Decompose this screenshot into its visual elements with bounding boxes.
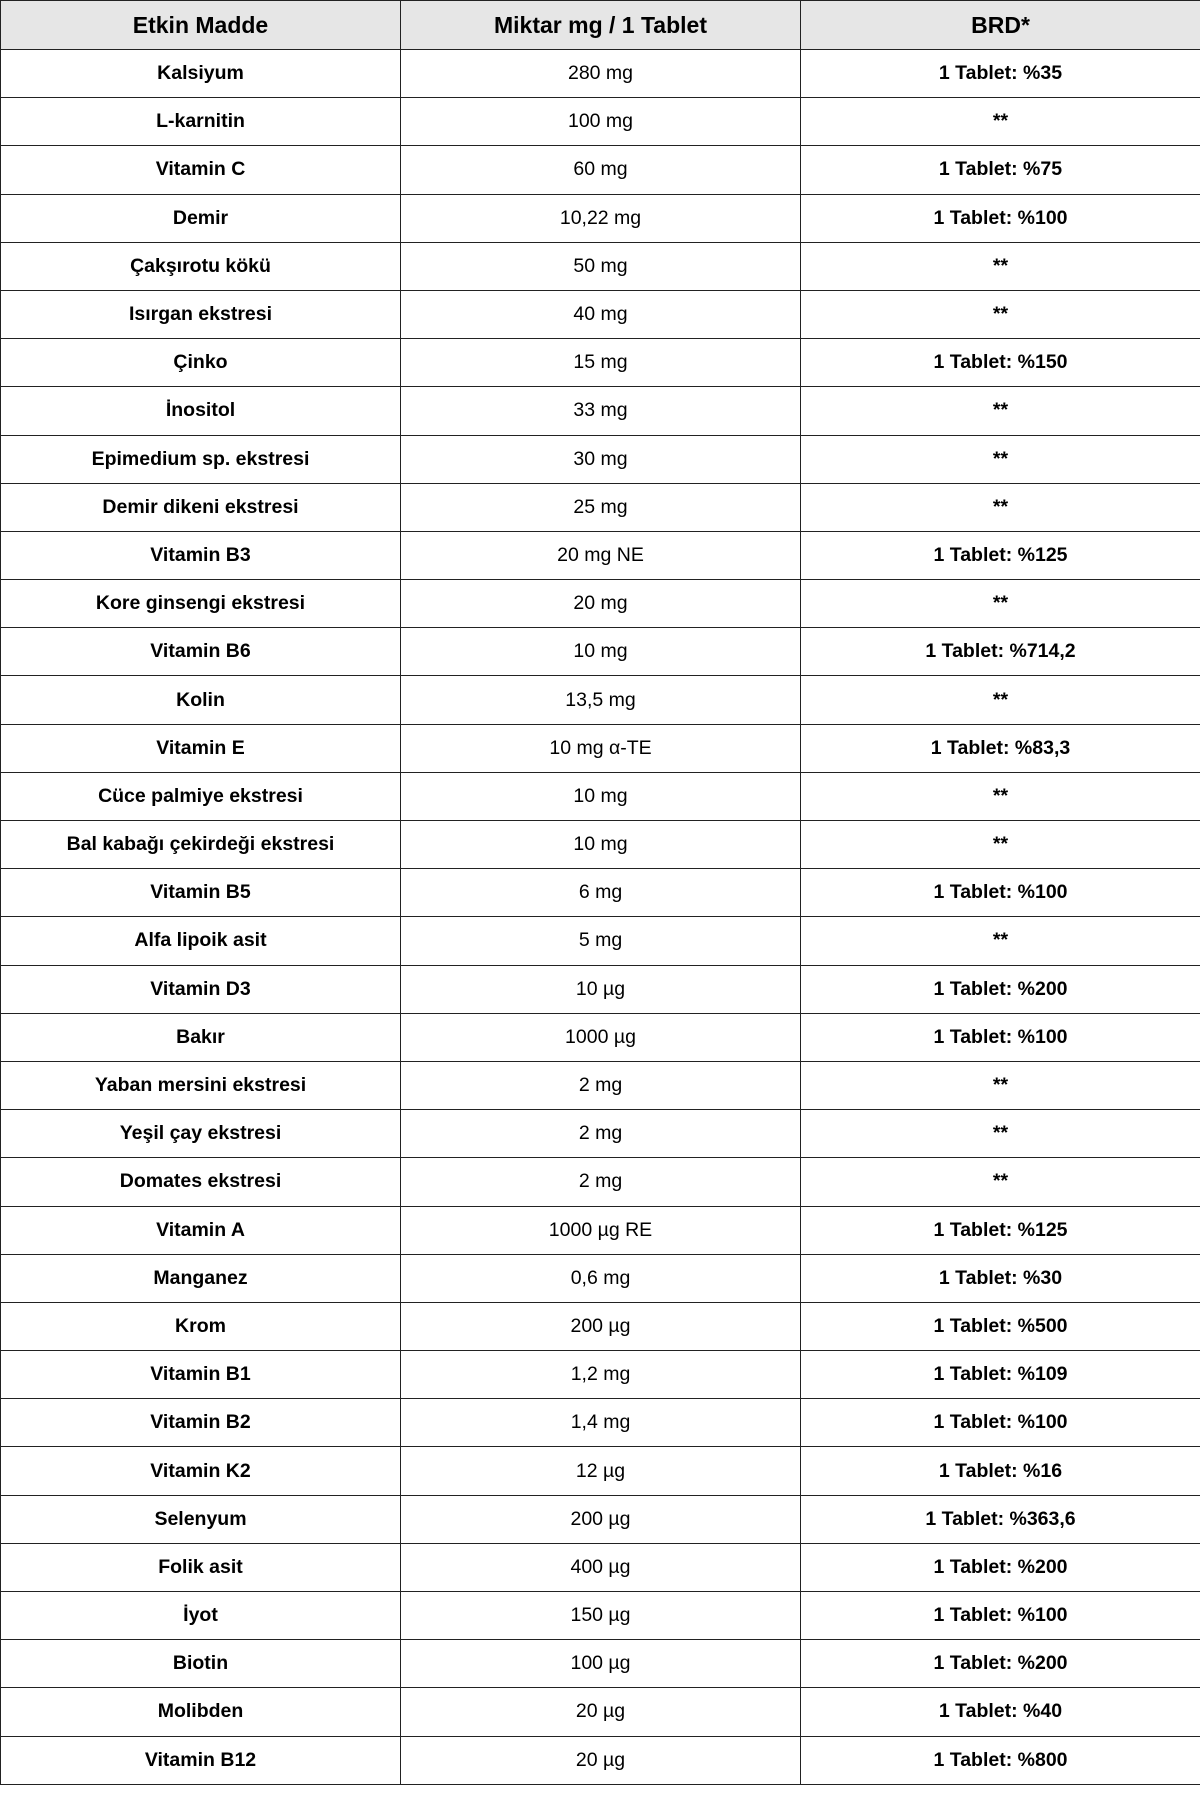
table-row	[1, 483, 1200, 531]
table-row	[1, 1447, 1200, 1495]
table-row	[1, 821, 1200, 869]
rda-cell: 1 Tablet: %200	[801, 965, 1200, 1013]
rda-cell: 1 Tablet: %150	[801, 339, 1200, 387]
ingredient-name-cell: Demir dikeni ekstresi	[1, 483, 401, 531]
rda-cell: 1 Tablet: %83,3	[801, 724, 1200, 772]
table-row	[1, 1206, 1200, 1254]
table-row	[1, 1302, 1200, 1350]
rda-cell: **	[801, 98, 1200, 146]
rda-cell: 1 Tablet: %100	[801, 869, 1200, 917]
ingredient-name-cell: Vitamin K2	[1, 1447, 401, 1495]
amount-cell: 1000 µg RE	[401, 1206, 801, 1254]
table-row	[1, 194, 1200, 242]
rda-cell: 1 Tablet: %800	[801, 1736, 1200, 1784]
ingredient-name-cell: Vitamin B5	[1, 869, 401, 917]
amount-cell: 5 mg	[401, 917, 801, 965]
ingredient-name-cell: Cüce palmiye ekstresi	[1, 772, 401, 820]
amount-cell: 200 µg	[401, 1302, 801, 1350]
ingredient-name-cell: Kore ginsengi ekstresi	[1, 580, 401, 628]
ingredient-name-cell: Vitamin A	[1, 1206, 401, 1254]
ingredient-name-cell: Bakır	[1, 1013, 401, 1061]
ingredient-name-cell: Epimedium sp. ekstresi	[1, 435, 401, 483]
amount-cell: 33 mg	[401, 387, 801, 435]
rda-cell: 1 Tablet: %100	[801, 1013, 1200, 1061]
ingredient-name-cell: Vitamin B3	[1, 531, 401, 579]
table-row	[1, 1688, 1200, 1736]
ingredient-name-cell: Demir	[1, 194, 401, 242]
table-row	[1, 772, 1200, 820]
rda-cell: **	[801, 1110, 1200, 1158]
ingredient-name-cell: Vitamin D3	[1, 965, 401, 1013]
table-row	[1, 1592, 1200, 1640]
amount-cell: 100 mg	[401, 98, 801, 146]
rda-cell: **	[801, 387, 1200, 435]
table-row	[1, 98, 1200, 146]
ingredient-name-cell: Vitamin C	[1, 146, 401, 194]
amount-cell: 13,5 mg	[401, 676, 801, 724]
table-row	[1, 146, 1200, 194]
rda-cell: 1 Tablet: %40	[801, 1688, 1200, 1736]
amount-cell: 10 mg α-TE	[401, 724, 801, 772]
rda-cell: 1 Tablet: %75	[801, 146, 1200, 194]
rda-cell: 1 Tablet: %363,6	[801, 1495, 1200, 1543]
amount-cell: 30 mg	[401, 435, 801, 483]
rda-cell: 1 Tablet: %200	[801, 1640, 1200, 1688]
rda-cell: 1 Tablet: %35	[801, 50, 1200, 98]
rda-cell: 1 Tablet: %125	[801, 1206, 1200, 1254]
table-row	[1, 1013, 1200, 1061]
table-row	[1, 1254, 1200, 1302]
table-row	[1, 387, 1200, 435]
amount-cell: 15 mg	[401, 339, 801, 387]
table-row	[1, 628, 1200, 676]
table-row	[1, 724, 1200, 772]
ingredient-name-cell: Domates ekstresi	[1, 1158, 401, 1206]
table-row	[1, 50, 1200, 98]
amount-cell: 200 µg	[401, 1495, 801, 1543]
ingredient-name-cell: L-karnitin	[1, 98, 401, 146]
table-row	[1, 290, 1200, 338]
ingredient-name-cell: Çakşırotu kökü	[1, 242, 401, 290]
ingredient-name-cell: Folik asit	[1, 1543, 401, 1591]
rda-cell: **	[801, 580, 1200, 628]
amount-cell: 2 mg	[401, 1061, 801, 1109]
rda-cell: **	[801, 1158, 1200, 1206]
ingredient-name-cell: İnositol	[1, 387, 401, 435]
rda-cell: **	[801, 242, 1200, 290]
header-amount: Miktar mg / 1 Tablet	[401, 1, 801, 50]
table-row	[1, 242, 1200, 290]
ingredient-name-cell: Bal kabağı çekirdeği ekstresi	[1, 821, 401, 869]
ingredient-name-cell: Çinko	[1, 339, 401, 387]
amount-cell: 10 mg	[401, 821, 801, 869]
ingredient-name-cell: Manganez	[1, 1254, 401, 1302]
amount-cell: 0,6 mg	[401, 1254, 801, 1302]
amount-cell: 20 mg	[401, 580, 801, 628]
table-row	[1, 1495, 1200, 1543]
rda-cell: **	[801, 483, 1200, 531]
amount-cell: 1000 µg	[401, 1013, 801, 1061]
table-body	[1, 50, 1200, 1785]
header-active-ingredient: Etkin Madde	[1, 1, 401, 50]
amount-cell: 12 µg	[401, 1447, 801, 1495]
rda-cell: **	[801, 772, 1200, 820]
amount-cell: 2 mg	[401, 1158, 801, 1206]
ingredient-name-cell: Alfa lipoik asit	[1, 917, 401, 965]
ingredient-name-cell: Biotin	[1, 1640, 401, 1688]
rda-cell: 1 Tablet: %125	[801, 531, 1200, 579]
table-row	[1, 965, 1200, 1013]
rda-cell: 1 Tablet: %100	[801, 1592, 1200, 1640]
table-row	[1, 1543, 1200, 1591]
rda-cell: 1 Tablet: %100	[801, 194, 1200, 242]
rda-cell: **	[801, 821, 1200, 869]
rda-cell: 1 Tablet: %100	[801, 1399, 1200, 1447]
amount-cell: 400 µg	[401, 1543, 801, 1591]
amount-cell: 100 µg	[401, 1640, 801, 1688]
ingredient-name-cell: Kalsiyum	[1, 50, 401, 98]
rda-cell: 1 Tablet: %714,2	[801, 628, 1200, 676]
table-row	[1, 869, 1200, 917]
amount-cell: 20 µg	[401, 1688, 801, 1736]
rda-cell: **	[801, 435, 1200, 483]
amount-cell: 10 mg	[401, 772, 801, 820]
rda-cell: **	[801, 676, 1200, 724]
amount-cell: 280 mg	[401, 50, 801, 98]
rda-cell: 1 Tablet: %30	[801, 1254, 1200, 1302]
ingredient-name-cell: Vitamin B12	[1, 1736, 401, 1784]
ingredient-name-cell: Isırgan ekstresi	[1, 290, 401, 338]
ingredient-name-cell: Vitamin B6	[1, 628, 401, 676]
amount-cell: 10 µg	[401, 965, 801, 1013]
ingredient-name-cell: Kolin	[1, 676, 401, 724]
header-rda: BRD*	[801, 1, 1200, 50]
rda-cell: 1 Tablet: %500	[801, 1302, 1200, 1350]
table-row	[1, 676, 1200, 724]
ingredient-name-cell: Vitamin B1	[1, 1351, 401, 1399]
amount-cell: 1,2 mg	[401, 1351, 801, 1399]
amount-cell: 20 µg	[401, 1736, 801, 1784]
table-row	[1, 1736, 1200, 1784]
table-row	[1, 435, 1200, 483]
ingredient-name-cell: Vitamin E	[1, 724, 401, 772]
amount-cell: 10,22 mg	[401, 194, 801, 242]
amount-cell: 150 µg	[401, 1592, 801, 1640]
rda-cell: **	[801, 917, 1200, 965]
ingredient-name-cell: Krom	[1, 1302, 401, 1350]
ingredient-name-cell: Yeşil çay ekstresi	[1, 1110, 401, 1158]
rda-cell: **	[801, 290, 1200, 338]
table-row	[1, 339, 1200, 387]
ingredient-name-cell: Molibden	[1, 1688, 401, 1736]
ingredient-name-cell: İyot	[1, 1592, 401, 1640]
table-row	[1, 1158, 1200, 1206]
amount-cell: 1,4 mg	[401, 1399, 801, 1447]
amount-cell: 50 mg	[401, 242, 801, 290]
table-row	[1, 1061, 1200, 1109]
table-header-row	[1, 1, 1200, 50]
ingredient-name-cell: Yaban mersini ekstresi	[1, 1061, 401, 1109]
amount-cell: 6 mg	[401, 869, 801, 917]
amount-cell: 20 mg NE	[401, 531, 801, 579]
ingredient-name-cell: Vitamin B2	[1, 1399, 401, 1447]
table-row	[1, 1110, 1200, 1158]
table-row	[1, 580, 1200, 628]
amount-cell: 10 mg	[401, 628, 801, 676]
amount-cell: 60 mg	[401, 146, 801, 194]
table-row	[1, 1399, 1200, 1447]
amount-cell: 40 mg	[401, 290, 801, 338]
table-row	[1, 531, 1200, 579]
rda-cell: 1 Tablet: %16	[801, 1447, 1200, 1495]
ingredient-name-cell: Selenyum	[1, 1495, 401, 1543]
amount-cell: 2 mg	[401, 1110, 801, 1158]
table-row	[1, 1640, 1200, 1688]
rda-cell: 1 Tablet: %109	[801, 1351, 1200, 1399]
table-row	[1, 1351, 1200, 1399]
amount-cell: 25 mg	[401, 483, 801, 531]
rda-cell: 1 Tablet: %200	[801, 1543, 1200, 1591]
table-row	[1, 917, 1200, 965]
rda-cell: **	[801, 1061, 1200, 1109]
